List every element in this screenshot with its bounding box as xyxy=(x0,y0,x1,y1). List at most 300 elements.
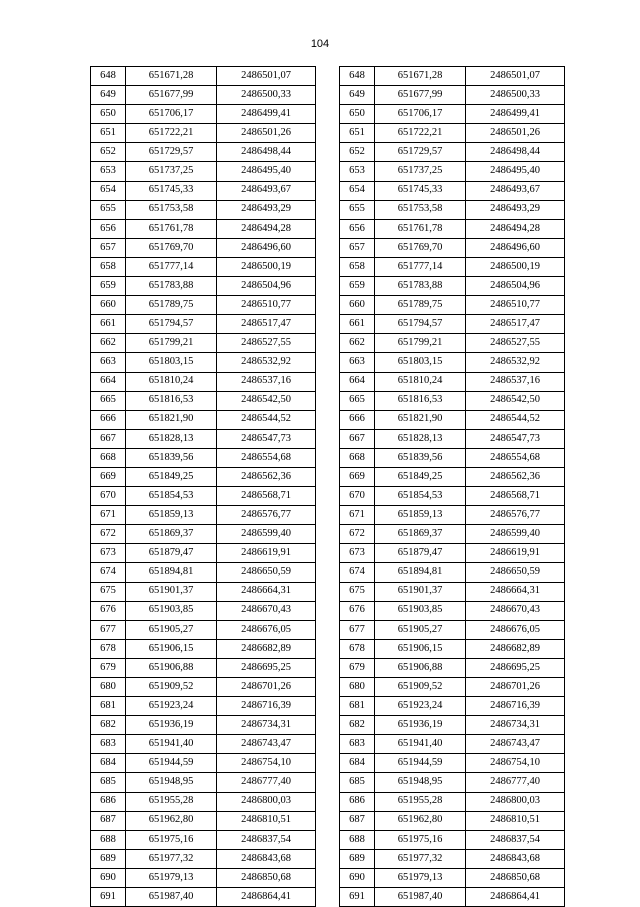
x-coordinate-cell: 651923,24 xyxy=(126,697,217,716)
x-coordinate-cell: 651729,57 xyxy=(126,143,217,162)
x-coordinate-cell: 651828,13 xyxy=(375,429,466,448)
point-number-cell: 674 xyxy=(340,563,375,582)
point-number-cell: 681 xyxy=(340,697,375,716)
x-coordinate-cell: 651923,24 xyxy=(375,697,466,716)
point-number-cell: 660 xyxy=(340,296,375,315)
table-row xyxy=(91,601,316,620)
table-row xyxy=(91,277,316,296)
x-coordinate-cell: 651706,17 xyxy=(126,105,217,124)
point-number-cell: 661 xyxy=(340,315,375,334)
point-number-cell: 649 xyxy=(340,86,375,105)
point-number-cell: 648 xyxy=(340,67,375,86)
table-row xyxy=(340,639,565,658)
x-coordinate-cell: 651962,80 xyxy=(375,811,466,830)
table-row xyxy=(340,372,565,391)
point-number-cell: 678 xyxy=(340,639,375,658)
y-coordinate-cell: 2486499,41 xyxy=(466,105,565,124)
y-coordinate-cell: 2486500,33 xyxy=(466,86,565,105)
point-number-cell: 672 xyxy=(91,525,126,544)
table-row xyxy=(340,601,565,620)
table-row xyxy=(340,391,565,410)
x-coordinate-cell: 651810,24 xyxy=(375,372,466,391)
y-coordinate-cell: 2486537,16 xyxy=(466,372,565,391)
y-coordinate-cell: 2486532,92 xyxy=(217,353,316,372)
table-row xyxy=(340,219,565,238)
y-coordinate-cell: 2486500,19 xyxy=(217,257,316,276)
table-row xyxy=(340,582,565,601)
x-coordinate-cell: 651906,15 xyxy=(375,639,466,658)
point-number-cell: 659 xyxy=(91,277,126,296)
point-number-cell: 667 xyxy=(91,429,126,448)
table-row xyxy=(340,563,565,582)
point-number-cell: 675 xyxy=(91,582,126,601)
x-coordinate-cell: 651944,59 xyxy=(375,754,466,773)
y-coordinate-cell: 2486501,26 xyxy=(466,124,565,143)
y-coordinate-cell: 2486499,41 xyxy=(217,105,316,124)
point-number-cell: 654 xyxy=(91,181,126,200)
table-row xyxy=(91,658,316,677)
x-coordinate-cell: 651789,75 xyxy=(375,296,466,315)
y-coordinate-cell: 2486496,60 xyxy=(466,238,565,257)
x-coordinate-cell: 651722,21 xyxy=(126,124,217,143)
table-row xyxy=(91,181,316,200)
table-row xyxy=(91,735,316,754)
table-row xyxy=(91,353,316,372)
x-coordinate-cell: 651737,25 xyxy=(126,162,217,181)
table-row xyxy=(91,582,316,601)
table-row xyxy=(91,849,316,868)
y-coordinate-cell: 2486837,54 xyxy=(466,830,565,849)
point-number-cell: 663 xyxy=(91,353,126,372)
x-coordinate-cell: 651854,53 xyxy=(126,487,217,506)
point-number-cell: 683 xyxy=(340,735,375,754)
point-number-cell: 668 xyxy=(340,448,375,467)
point-number-cell: 649 xyxy=(91,86,126,105)
x-coordinate-cell: 651677,99 xyxy=(126,86,217,105)
table-row xyxy=(340,429,565,448)
table-row xyxy=(91,124,316,143)
x-coordinate-cell: 651977,32 xyxy=(126,849,217,868)
x-coordinate-cell: 651941,40 xyxy=(375,735,466,754)
point-number-cell: 688 xyxy=(91,830,126,849)
x-coordinate-cell: 651962,80 xyxy=(126,811,217,830)
y-coordinate-cell: 2486695,25 xyxy=(466,658,565,677)
point-number-cell: 668 xyxy=(91,448,126,467)
y-coordinate-cell: 2486493,29 xyxy=(466,200,565,219)
table-row xyxy=(91,238,316,257)
table-row xyxy=(91,773,316,792)
x-coordinate-cell: 651903,85 xyxy=(126,601,217,620)
table-row xyxy=(340,353,565,372)
y-coordinate-cell: 2486494,28 xyxy=(466,219,565,238)
y-coordinate-cell: 2486510,77 xyxy=(217,296,316,315)
table-row xyxy=(340,544,565,563)
x-coordinate-cell: 651803,15 xyxy=(126,353,217,372)
x-coordinate-cell: 651828,13 xyxy=(126,429,217,448)
table-row xyxy=(340,296,565,315)
y-coordinate-cell: 2486695,25 xyxy=(217,658,316,677)
x-coordinate-cell: 651671,28 xyxy=(126,67,217,86)
coordinates-table-right xyxy=(339,66,565,907)
table-row xyxy=(91,391,316,410)
coordinates-table-left xyxy=(90,66,316,907)
point-number-cell: 664 xyxy=(91,372,126,391)
y-coordinate-cell: 2486494,28 xyxy=(217,219,316,238)
y-coordinate-cell: 2486650,59 xyxy=(217,563,316,582)
x-coordinate-cell: 651839,56 xyxy=(126,448,217,467)
y-coordinate-cell: 2486650,59 xyxy=(466,563,565,582)
table-row xyxy=(91,219,316,238)
table-row xyxy=(91,506,316,525)
table-row xyxy=(340,315,565,334)
table-row xyxy=(340,200,565,219)
y-coordinate-cell: 2486498,44 xyxy=(466,143,565,162)
x-coordinate-cell: 651769,70 xyxy=(375,238,466,257)
y-coordinate-cell: 2486682,89 xyxy=(466,639,565,658)
x-coordinate-cell: 651816,53 xyxy=(126,391,217,410)
x-coordinate-cell: 651955,28 xyxy=(126,792,217,811)
point-number-cell: 663 xyxy=(340,353,375,372)
point-number-cell: 677 xyxy=(340,620,375,639)
y-coordinate-cell: 2486619,91 xyxy=(217,544,316,563)
point-number-cell: 690 xyxy=(340,868,375,887)
point-number-cell: 689 xyxy=(91,849,126,868)
y-coordinate-cell: 2486568,71 xyxy=(466,487,565,506)
point-number-cell: 691 xyxy=(340,888,375,907)
table-row xyxy=(91,372,316,391)
y-coordinate-cell: 2486495,40 xyxy=(217,162,316,181)
x-coordinate-cell: 651799,21 xyxy=(375,334,466,353)
y-coordinate-cell: 2486576,77 xyxy=(466,506,565,525)
y-coordinate-cell: 2486504,96 xyxy=(466,277,565,296)
point-number-cell: 665 xyxy=(340,391,375,410)
point-number-cell: 655 xyxy=(91,200,126,219)
y-coordinate-cell: 2486676,05 xyxy=(466,620,565,639)
x-coordinate-cell: 651821,90 xyxy=(375,410,466,429)
point-number-cell: 658 xyxy=(340,257,375,276)
y-coordinate-cell: 2486517,47 xyxy=(466,315,565,334)
table-body xyxy=(340,67,565,907)
x-coordinate-cell: 651894,81 xyxy=(126,563,217,582)
point-number-cell: 689 xyxy=(340,849,375,868)
y-coordinate-cell: 2486498,44 xyxy=(217,143,316,162)
point-number-cell: 688 xyxy=(340,830,375,849)
y-coordinate-cell: 2486743,47 xyxy=(466,735,565,754)
table-row xyxy=(340,162,565,181)
y-coordinate-cell: 2486504,96 xyxy=(217,277,316,296)
y-coordinate-cell: 2486544,52 xyxy=(217,410,316,429)
point-number-cell: 651 xyxy=(91,124,126,143)
y-coordinate-cell: 2486800,03 xyxy=(466,792,565,811)
page-number: 104 xyxy=(310,38,330,50)
y-coordinate-cell: 2486701,26 xyxy=(217,678,316,697)
point-number-cell: 669 xyxy=(91,467,126,486)
point-number-cell: 654 xyxy=(340,181,375,200)
x-coordinate-cell: 651706,17 xyxy=(375,105,466,124)
x-coordinate-cell: 651769,70 xyxy=(126,238,217,257)
x-coordinate-cell: 651803,15 xyxy=(375,353,466,372)
y-coordinate-cell: 2486843,68 xyxy=(217,849,316,868)
point-number-cell: 686 xyxy=(340,792,375,811)
x-coordinate-cell: 651909,52 xyxy=(375,678,466,697)
table-row xyxy=(340,238,565,257)
table-row xyxy=(340,754,565,773)
table-row xyxy=(91,105,316,124)
y-coordinate-cell: 2486777,40 xyxy=(466,773,565,792)
y-coordinate-cell: 2486501,07 xyxy=(466,67,565,86)
table-row xyxy=(91,697,316,716)
table-row xyxy=(91,868,316,887)
y-coordinate-cell: 2486664,31 xyxy=(217,582,316,601)
x-coordinate-cell: 651936,19 xyxy=(126,716,217,735)
table-row xyxy=(340,410,565,429)
point-number-cell: 675 xyxy=(340,582,375,601)
point-number-cell: 657 xyxy=(91,238,126,257)
x-coordinate-cell: 651979,13 xyxy=(375,868,466,887)
point-number-cell: 670 xyxy=(340,487,375,506)
y-coordinate-cell: 2486864,41 xyxy=(466,888,565,907)
table-row xyxy=(340,487,565,506)
y-coordinate-cell: 2486517,47 xyxy=(217,315,316,334)
y-coordinate-cell: 2486777,40 xyxy=(217,773,316,792)
x-coordinate-cell: 651979,13 xyxy=(126,868,217,887)
x-coordinate-cell: 651869,37 xyxy=(126,525,217,544)
point-number-cell: 687 xyxy=(91,811,126,830)
point-number-cell: 681 xyxy=(91,697,126,716)
table-row xyxy=(91,811,316,830)
point-number-cell: 662 xyxy=(91,334,126,353)
table-row xyxy=(340,620,565,639)
table-row xyxy=(340,735,565,754)
point-number-cell: 674 xyxy=(91,563,126,582)
table-row xyxy=(340,716,565,735)
x-coordinate-cell: 651906,88 xyxy=(126,658,217,677)
x-coordinate-cell: 651849,25 xyxy=(126,467,217,486)
y-coordinate-cell: 2486510,77 xyxy=(466,296,565,315)
table-row xyxy=(340,67,565,86)
table-row xyxy=(340,792,565,811)
y-coordinate-cell: 2486676,05 xyxy=(217,620,316,639)
y-coordinate-cell: 2486619,91 xyxy=(466,544,565,563)
point-number-cell: 650 xyxy=(91,105,126,124)
table-row xyxy=(91,678,316,697)
table-row xyxy=(340,849,565,868)
table-row xyxy=(340,773,565,792)
table-row xyxy=(340,257,565,276)
table-row xyxy=(91,315,316,334)
y-coordinate-cell: 2486800,03 xyxy=(217,792,316,811)
y-coordinate-cell: 2486599,40 xyxy=(217,525,316,544)
table-row xyxy=(340,181,565,200)
point-number-cell: 666 xyxy=(91,410,126,429)
point-number-cell: 660 xyxy=(91,296,126,315)
y-coordinate-cell: 2486670,43 xyxy=(466,601,565,620)
x-coordinate-cell: 651975,16 xyxy=(126,830,217,849)
x-coordinate-cell: 651745,33 xyxy=(375,181,466,200)
y-coordinate-cell: 2486716,39 xyxy=(466,697,565,716)
point-number-cell: 680 xyxy=(340,678,375,697)
point-number-cell: 679 xyxy=(340,658,375,677)
point-number-cell: 672 xyxy=(340,525,375,544)
y-coordinate-cell: 2486501,26 xyxy=(217,124,316,143)
x-coordinate-cell: 651777,14 xyxy=(126,257,217,276)
x-coordinate-cell: 651753,58 xyxy=(375,200,466,219)
y-coordinate-cell: 2486743,47 xyxy=(217,735,316,754)
point-number-cell: 653 xyxy=(91,162,126,181)
point-number-cell: 684 xyxy=(91,754,126,773)
x-coordinate-cell: 651977,32 xyxy=(375,849,466,868)
y-coordinate-cell: 2486527,55 xyxy=(466,334,565,353)
table-row xyxy=(340,868,565,887)
table-row xyxy=(340,888,565,907)
y-coordinate-cell: 2486664,31 xyxy=(466,582,565,601)
y-coordinate-cell: 2486701,26 xyxy=(466,678,565,697)
y-coordinate-cell: 2486754,10 xyxy=(217,754,316,773)
table-row xyxy=(91,448,316,467)
point-number-cell: 671 xyxy=(91,506,126,525)
table-row xyxy=(340,143,565,162)
y-coordinate-cell: 2486568,71 xyxy=(217,487,316,506)
y-coordinate-cell: 2486493,29 xyxy=(217,200,316,219)
y-coordinate-cell: 2486554,68 xyxy=(466,448,565,467)
point-number-cell: 685 xyxy=(340,773,375,792)
x-coordinate-cell: 651777,14 xyxy=(375,257,466,276)
point-number-cell: 652 xyxy=(340,143,375,162)
x-coordinate-cell: 651794,57 xyxy=(126,315,217,334)
y-coordinate-cell: 2486734,31 xyxy=(217,716,316,735)
x-coordinate-cell: 651944,59 xyxy=(126,754,217,773)
y-coordinate-cell: 2486493,67 xyxy=(217,181,316,200)
y-coordinate-cell: 2486544,52 xyxy=(466,410,565,429)
x-coordinate-cell: 651789,75 xyxy=(126,296,217,315)
table-row xyxy=(91,467,316,486)
table-row xyxy=(340,124,565,143)
y-coordinate-cell: 2486500,19 xyxy=(466,257,565,276)
table-row xyxy=(91,257,316,276)
table-row xyxy=(91,544,316,563)
x-coordinate-cell: 651936,19 xyxy=(375,716,466,735)
y-coordinate-cell: 2486576,77 xyxy=(217,506,316,525)
x-coordinate-cell: 651905,27 xyxy=(126,620,217,639)
point-number-cell: 670 xyxy=(91,487,126,506)
point-number-cell: 664 xyxy=(340,372,375,391)
y-coordinate-cell: 2486495,40 xyxy=(466,162,565,181)
y-coordinate-cell: 2486864,41 xyxy=(217,888,316,907)
point-number-cell: 656 xyxy=(91,219,126,238)
table-row xyxy=(340,105,565,124)
table-row xyxy=(340,86,565,105)
table-row xyxy=(91,334,316,353)
y-coordinate-cell: 2486716,39 xyxy=(217,697,316,716)
x-coordinate-cell: 651794,57 xyxy=(375,315,466,334)
x-coordinate-cell: 651894,81 xyxy=(375,563,466,582)
y-coordinate-cell: 2486810,51 xyxy=(217,811,316,830)
table-row xyxy=(91,162,316,181)
x-coordinate-cell: 651783,88 xyxy=(375,277,466,296)
point-number-cell: 684 xyxy=(340,754,375,773)
point-number-cell: 687 xyxy=(340,811,375,830)
table-row xyxy=(91,792,316,811)
y-coordinate-cell: 2486670,43 xyxy=(217,601,316,620)
point-number-cell: 652 xyxy=(91,143,126,162)
x-coordinate-cell: 651737,25 xyxy=(375,162,466,181)
x-coordinate-cell: 651901,37 xyxy=(375,582,466,601)
x-coordinate-cell: 651909,52 xyxy=(126,678,217,697)
y-coordinate-cell: 2486599,40 xyxy=(466,525,565,544)
y-coordinate-cell: 2486532,92 xyxy=(466,353,565,372)
x-coordinate-cell: 651729,57 xyxy=(375,143,466,162)
table-row xyxy=(91,143,316,162)
table-row xyxy=(91,296,316,315)
x-coordinate-cell: 651901,37 xyxy=(126,582,217,601)
x-coordinate-cell: 651948,95 xyxy=(375,773,466,792)
x-coordinate-cell: 651783,88 xyxy=(126,277,217,296)
point-number-cell: 657 xyxy=(340,238,375,257)
point-number-cell: 690 xyxy=(91,868,126,887)
x-coordinate-cell: 651839,56 xyxy=(375,448,466,467)
table-row xyxy=(91,620,316,639)
y-coordinate-cell: 2486493,67 xyxy=(466,181,565,200)
x-coordinate-cell: 651722,21 xyxy=(375,124,466,143)
x-coordinate-cell: 651955,28 xyxy=(375,792,466,811)
point-number-cell: 648 xyxy=(91,67,126,86)
table-row xyxy=(91,563,316,582)
table-row xyxy=(340,277,565,296)
point-number-cell: 682 xyxy=(340,716,375,735)
point-number-cell: 665 xyxy=(91,391,126,410)
x-coordinate-cell: 651810,24 xyxy=(126,372,217,391)
y-coordinate-cell: 2486542,50 xyxy=(217,391,316,410)
table-row xyxy=(91,86,316,105)
y-coordinate-cell: 2486496,60 xyxy=(217,238,316,257)
point-number-cell: 676 xyxy=(91,601,126,620)
point-number-cell: 666 xyxy=(340,410,375,429)
table-row xyxy=(340,830,565,849)
table-row xyxy=(91,200,316,219)
table-row xyxy=(340,334,565,353)
y-coordinate-cell: 2486562,36 xyxy=(466,467,565,486)
point-number-cell: 667 xyxy=(340,429,375,448)
table-row xyxy=(340,506,565,525)
table-row xyxy=(91,410,316,429)
point-number-cell: 679 xyxy=(91,658,126,677)
y-coordinate-cell: 2486500,33 xyxy=(217,86,316,105)
point-number-cell: 673 xyxy=(340,544,375,563)
table-row xyxy=(340,697,565,716)
x-coordinate-cell: 651903,85 xyxy=(375,601,466,620)
x-coordinate-cell: 651906,15 xyxy=(126,639,217,658)
x-coordinate-cell: 651987,40 xyxy=(375,888,466,907)
x-coordinate-cell: 651821,90 xyxy=(126,410,217,429)
table-row xyxy=(91,429,316,448)
point-number-cell: 691 xyxy=(91,888,126,907)
x-coordinate-cell: 651671,28 xyxy=(375,67,466,86)
y-coordinate-cell: 2486554,68 xyxy=(217,448,316,467)
x-coordinate-cell: 651987,40 xyxy=(126,888,217,907)
point-number-cell: 653 xyxy=(340,162,375,181)
x-coordinate-cell: 651799,21 xyxy=(126,334,217,353)
y-coordinate-cell: 2486542,50 xyxy=(466,391,565,410)
table-row xyxy=(91,754,316,773)
table-row xyxy=(340,467,565,486)
point-number-cell: 661 xyxy=(91,315,126,334)
table-row xyxy=(340,658,565,677)
table-row xyxy=(91,67,316,86)
y-coordinate-cell: 2486843,68 xyxy=(466,849,565,868)
x-coordinate-cell: 651905,27 xyxy=(375,620,466,639)
point-number-cell: 659 xyxy=(340,277,375,296)
point-number-cell: 678 xyxy=(91,639,126,658)
